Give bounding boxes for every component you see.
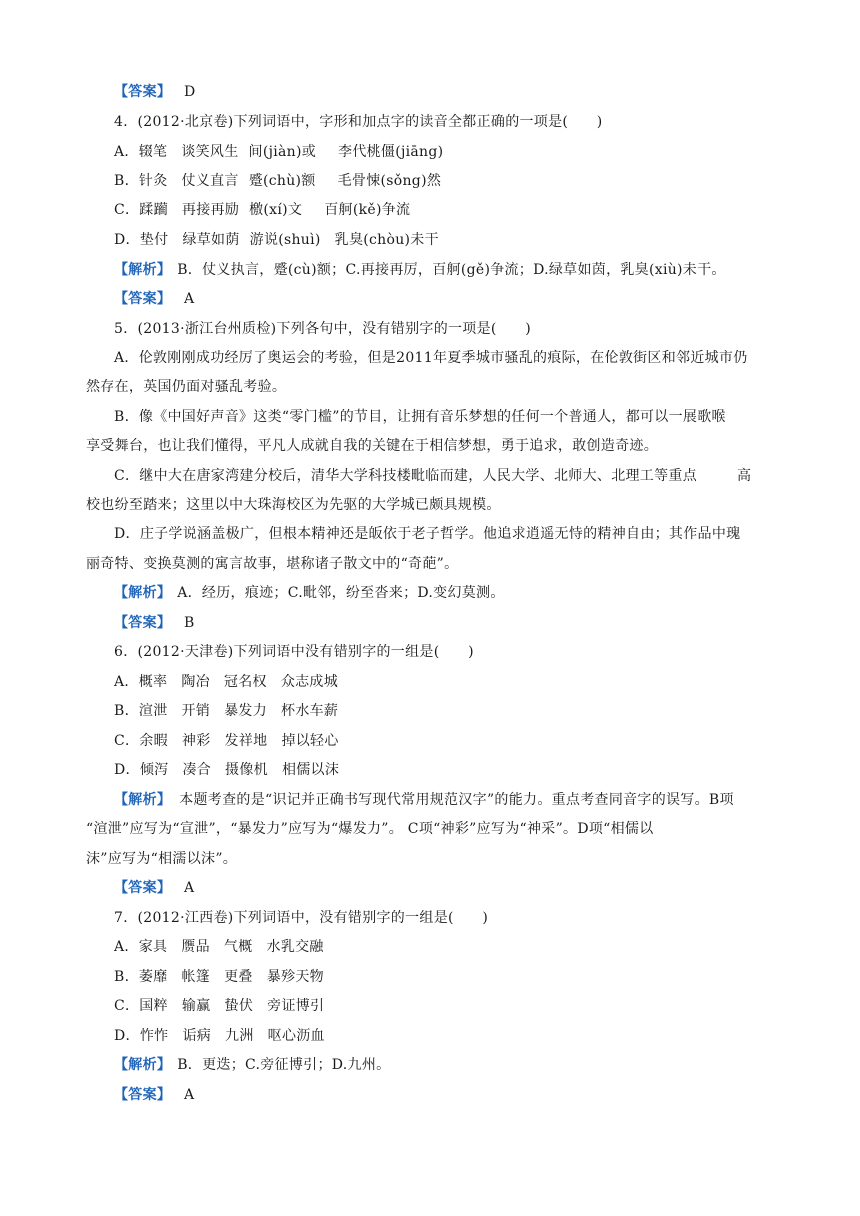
q7-option-b: B．萎靡 帐篷 更叠 暴殄天物 — [114, 969, 324, 985]
q5-option-d-line1: D．庄子学说涵盖极广，但根本精神还是皈依于老子哲学。他追求逍遥无恃的精神自由；其作品中瑰 — [114, 526, 741, 542]
answer-tag: 【答案】 — [114, 1087, 172, 1103]
q3-answer-line — [114, 82, 196, 102]
q6-stem: 6．(2012·天津卷)下列词语中没有错别字的一组是( ) — [114, 644, 474, 660]
q6-option-d: D．倾泻 凑合 摄像机 相儒以沫 — [114, 762, 340, 778]
q3-answer: D — [183, 84, 196, 100]
q6-answer: A — [183, 880, 195, 896]
q4-option-c: C．蹂躏 再接再励 檄(xí)文 百舸(kě)争流 — [114, 202, 411, 218]
q7-analysis: B．更迭；C.旁征博引；D.九州。 — [177, 1057, 391, 1073]
q5-option-c-line2: 校也纷至踏来；这里以中大珠海校区为先驱的大学城已颇具规模。 — [86, 497, 501, 513]
q6-analysis-line2: “渲泄”应写为“宣泄”，“暴发力”应写为“爆发力”。 C项“神彩”应写为“神采”。D项“相儒以 — [86, 821, 654, 837]
q4-analysis: B．仗义执言，蹙(cù)额；C.再接再厉，百舸(gě)争流；D.绿草如茵，乳臭(xiù)未干。 — [177, 262, 726, 278]
answer-tag: 【答案】 — [114, 615, 172, 631]
q6-analysis-line3: 沫”应写为“相濡以沫”。 — [86, 851, 238, 867]
q5-option-c-line1: C．继中大在唐家湾建分校后，清华大学科技楼毗临而建，人民大学、北师大、北理工等重点 高 — [114, 468, 752, 484]
q5-option-d-line2: 丽奇特、变换莫测的寓言故事，堪称诸子散文中的“奇葩”。 — [86, 556, 459, 572]
q6-analysis: 本题考查的是“识记并正确书写现代常用规范汉字”的能力。重点考查同音字的误写。B项 — [179, 792, 734, 808]
q4-stem: 4．(2012·北京卷)下列词语中，字形和加点字的读音全都正确的一项是( ) — [114, 114, 603, 130]
answer-tag: 【答案】 — [114, 291, 172, 307]
q7-option-d: D．怍怍 诟病 九洲 呕心沥血 — [114, 1028, 325, 1044]
q6-option-c: C．余暇 神彩 发祥地 掉以轻心 — [114, 733, 339, 749]
q5-option-b-line1: B．像《中国好声音》这类“零门槛”的节目，让拥有音乐梦想的任何一个普通人，都可以一展歌喉 — [114, 409, 726, 425]
q6-analysis-line1 — [114, 790, 734, 810]
q7-analysis-line — [114, 1055, 390, 1075]
q6-option-a: A．概率 陶冶 冠名权 众志成城 — [114, 674, 339, 690]
q7-stem: 7．(2012·江西卷)下列词语中，没有错别字的一组是( ) — [114, 910, 489, 926]
q7-answer-line — [114, 1085, 194, 1105]
q6-answer-line — [114, 878, 194, 898]
q5-answer: B — [183, 615, 195, 631]
q5-analysis: A．经历，痕迹；C.毗邻，纷至沓来；D.变幻莫测。 — [177, 585, 505, 601]
q4-answer: A — [183, 291, 195, 307]
q5-option-b-line2: 享受舞台，也让我们懂得，平凡人成就自我的关键在于相信梦想，勇于追求，敢创造奇迹。 — [86, 438, 658, 454]
q7-option-a: A．家具 赝品 气概 水乳交融 — [114, 939, 324, 955]
q7-option-c: C．国粹 输赢 蛰伏 旁证博引 — [114, 998, 325, 1014]
q4-option-b: B．针灸 仗义直言 蹙(chù)额 毛骨悚(sǒng)然 — [114, 173, 442, 189]
q5-answer-line — [114, 613, 195, 633]
q5-option-a-line1: A．伦敦刚刚成功经厉了奥运会的考验，但是2011年夏季城市骚乱的痕际，在伦敦街区和邻近城市仍 — [114, 350, 748, 366]
q5-stem: 5．(2013·浙江台州质检)下列各句中，没有错别字的一项是( ) — [114, 321, 532, 337]
q7-answer: A — [183, 1087, 195, 1103]
q4-option-d: D．垫付 绿草如荫 游说(shuì) 乳臭(chòu)未干 — [114, 232, 439, 248]
q4-answer-line — [114, 289, 194, 309]
analysis-tag: 【解析】 — [114, 262, 172, 278]
q5-option-a-line2: 然存在，英国仍面对骚乱考验。 — [86, 379, 287, 395]
analysis-tag: 【解析】 — [114, 585, 172, 601]
q4-option-a: A．辍笔 谈笑风生 间(jiàn)或 李代桃僵(jiāng) — [114, 144, 444, 160]
analysis-tag: 【解析】 — [114, 792, 172, 808]
q4-analysis-line — [114, 260, 726, 280]
answer-tag: 【答案】 — [114, 84, 172, 100]
q6-option-b: B．渲泄 开销 暴发力 杯水车薪 — [114, 703, 339, 719]
q5-analysis-line — [114, 583, 505, 603]
analysis-tag: 【解析】 — [114, 1057, 172, 1073]
answer-tag: 【答案】 — [114, 880, 172, 896]
